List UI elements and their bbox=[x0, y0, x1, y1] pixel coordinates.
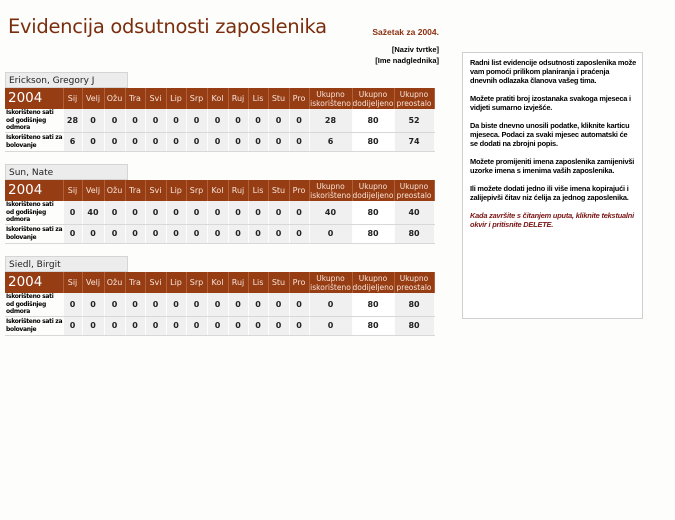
header-line: Ukupno bbox=[316, 181, 345, 191]
total-used-cell[interactable]: 0 bbox=[309, 316, 352, 335]
month-value-cell[interactable]: 0 bbox=[145, 316, 166, 335]
month-header[interactable]: Pro bbox=[289, 272, 309, 293]
header-row bbox=[5, 88, 434, 109]
month-header[interactable]: Kol bbox=[207, 180, 228, 201]
month-value-cell[interactable]: 0 bbox=[228, 201, 248, 224]
total-used-cell[interactable]: 40 bbox=[309, 201, 352, 224]
month-value-cell[interactable]: 0 bbox=[166, 201, 186, 224]
sick-row bbox=[5, 224, 434, 243]
help-paragraph: Da biste dnevno unosili podatke, kliknite karticu mjeseca. Podaci za svaki mjesec automatski će se dodati na zbrojni popis. bbox=[470, 121, 630, 149]
summary-title[interactable]: Sažetak za 2004. bbox=[372, 27, 439, 37]
month-value-cell[interactable]: 0 bbox=[248, 201, 268, 224]
month-value-cell[interactable]: 0 bbox=[104, 132, 125, 151]
month-value-cell[interactable]: 0 bbox=[145, 132, 166, 151]
month-value-cell[interactable]: 0 bbox=[82, 224, 104, 243]
month-header[interactable]: Sij bbox=[63, 180, 82, 201]
month-header[interactable]: Ruj bbox=[228, 180, 248, 201]
month-header[interactable]: Sij bbox=[63, 272, 82, 293]
total-remaining-cell[interactable]: 80 bbox=[394, 293, 434, 316]
month-value-cell[interactable]: 0 bbox=[228, 109, 248, 132]
month-value-cell[interactable]: 0 bbox=[186, 132, 207, 151]
month-value-cell[interactable]: 0 bbox=[289, 224, 309, 243]
month-header[interactable]: Tra bbox=[125, 88, 145, 109]
total-allocated-cell[interactable]: 80 bbox=[352, 316, 394, 335]
sick-row bbox=[5, 132, 434, 151]
month-header[interactable]: Svi bbox=[145, 88, 166, 109]
total-allocated-header bbox=[352, 88, 394, 109]
header-line: dodijeljeno bbox=[352, 190, 394, 200]
month-value-cell[interactable]: 0 bbox=[82, 109, 104, 132]
month-value-cell[interactable]: 0 bbox=[228, 293, 248, 316]
month-header[interactable]: Pro bbox=[289, 88, 309, 109]
month-value-cell[interactable]: 0 bbox=[207, 224, 228, 243]
header-line: iskorišteno bbox=[310, 98, 351, 108]
employee-block bbox=[5, 256, 435, 336]
month-value-cell[interactable]: 0 bbox=[228, 224, 248, 243]
total-allocated-header bbox=[352, 180, 394, 201]
month-header[interactable]: Lis bbox=[248, 272, 268, 293]
month-header[interactable]: Svi bbox=[145, 272, 166, 293]
month-value-cell[interactable]: 0 bbox=[125, 293, 145, 316]
summary-block bbox=[372, 27, 439, 66]
row-label: Iskorišteno sati od godišnjeg odmora bbox=[5, 201, 63, 224]
vacation-row bbox=[5, 201, 434, 224]
month-value-cell[interactable]: 0 bbox=[63, 201, 82, 224]
total-allocated-cell[interactable]: 80 bbox=[352, 109, 394, 132]
month-value-cell[interactable]: 40 bbox=[82, 201, 104, 224]
header-row bbox=[5, 180, 434, 201]
month-header[interactable]: Velj bbox=[82, 272, 104, 293]
supervisor-name-field[interactable]: [Ime nadglednika] bbox=[375, 56, 439, 65]
row-label: Iskorišteno sati od godišnjeg odmora bbox=[5, 293, 63, 316]
employee-name-cell[interactable]: Sun, Nate bbox=[5, 164, 128, 180]
month-value-cell[interactable]: 0 bbox=[166, 109, 186, 132]
vacation-row bbox=[5, 109, 434, 132]
month-header[interactable]: Srp bbox=[186, 180, 207, 201]
row-label: Iskorišteno sati za bolovanje bbox=[5, 316, 63, 335]
year-cell: 2004 bbox=[5, 272, 63, 293]
month-value-cell[interactable]: 28 bbox=[63, 109, 82, 132]
month-header[interactable]: Stu bbox=[268, 272, 289, 293]
month-header[interactable]: Kol bbox=[207, 272, 228, 293]
absence-table bbox=[5, 180, 435, 244]
month-header[interactable]: Tra bbox=[125, 180, 145, 201]
month-value-cell[interactable]: 0 bbox=[248, 109, 268, 132]
total-remaining-cell[interactable]: 40 bbox=[394, 201, 434, 224]
header-line: iskorišteno bbox=[310, 190, 351, 200]
month-value-cell[interactable]: 0 bbox=[186, 316, 207, 335]
month-value-cell[interactable]: 6 bbox=[63, 132, 82, 151]
month-value-cell[interactable]: 0 bbox=[104, 293, 125, 316]
month-value-cell[interactable]: 0 bbox=[268, 224, 289, 243]
month-header[interactable]: Srp bbox=[186, 272, 207, 293]
month-header[interactable]: Ruj bbox=[228, 272, 248, 293]
total-used-cell[interactable]: 0 bbox=[309, 293, 352, 316]
month-value-cell[interactable]: 0 bbox=[125, 201, 145, 224]
month-value-cell[interactable]: 0 bbox=[104, 316, 125, 335]
month-value-cell[interactable]: 0 bbox=[125, 316, 145, 335]
month-value-cell[interactable]: 0 bbox=[82, 316, 104, 335]
month-header[interactable]: Velj bbox=[82, 88, 104, 109]
month-value-cell[interactable]: 0 bbox=[63, 224, 82, 243]
month-value-cell[interactable]: 0 bbox=[166, 224, 186, 243]
month-header[interactable]: Ožu bbox=[104, 88, 125, 109]
month-header[interactable]: Stu bbox=[268, 88, 289, 109]
help-paragraph: Možete promijeniti imena zaposlenika zamijenivši uzorke imena s imenima vaših zaposlenika. bbox=[470, 157, 635, 176]
month-header[interactable]: Ožu bbox=[104, 272, 125, 293]
month-value-cell[interactable]: 0 bbox=[186, 201, 207, 224]
row-label: Iskorišteno sati od godišnjeg odmora bbox=[5, 109, 63, 132]
total-remaining-cell[interactable]: 80 bbox=[394, 316, 434, 335]
month-value-cell[interactable]: 0 bbox=[248, 293, 268, 316]
company-name-field[interactable]: [Naziv tvrtke] bbox=[391, 45, 439, 54]
month-value-cell[interactable]: 0 bbox=[145, 201, 166, 224]
month-value-cell[interactable]: 0 bbox=[248, 316, 268, 335]
month-value-cell[interactable]: 0 bbox=[268, 201, 289, 224]
month-header[interactable]: Velj bbox=[82, 180, 104, 201]
instructions-textbox[interactable] bbox=[462, 52, 643, 319]
month-value-cell[interactable]: 0 bbox=[186, 224, 207, 243]
total-remaining-cell[interactable]: 74 bbox=[394, 132, 434, 151]
month-value-cell[interactable]: 0 bbox=[82, 132, 104, 151]
month-header[interactable]: Pro bbox=[289, 180, 309, 201]
header-line: iskorišteno bbox=[310, 282, 351, 292]
total-remaining-header bbox=[394, 180, 434, 201]
month-header[interactable]: Tra bbox=[125, 272, 145, 293]
header-line: Ukupno bbox=[358, 273, 388, 283]
month-value-cell[interactable]: 0 bbox=[207, 316, 228, 335]
header-line: Ukupno bbox=[399, 89, 429, 99]
sick-row bbox=[5, 316, 434, 335]
employee-block bbox=[5, 164, 435, 244]
month-value-cell[interactable]: 0 bbox=[104, 109, 125, 132]
month-value-cell[interactable]: 0 bbox=[186, 293, 207, 316]
header-line: preostalo bbox=[396, 282, 432, 292]
month-value-cell[interactable]: 0 bbox=[82, 293, 104, 316]
month-value-cell[interactable]: 0 bbox=[166, 316, 186, 335]
month-value-cell[interactable]: 0 bbox=[207, 201, 228, 224]
help-paragraph: Možete pratiti broj izostanaka svakoga mjeseca i vidjeti sumarno izvješće. bbox=[470, 94, 631, 113]
header-line: preostalo bbox=[396, 98, 432, 108]
help-paragraph: Ili možete dodati jedno ili više imena kopirajući i zalijepivši čitav niz ćelija za jednog zaposlenika. bbox=[470, 184, 629, 203]
total-used-header bbox=[309, 272, 352, 293]
month-value-cell[interactable]: 0 bbox=[104, 224, 125, 243]
month-value-cell[interactable]: 0 bbox=[207, 293, 228, 316]
page-title: Evidencija odsutnosti zaposlenika bbox=[8, 15, 327, 38]
month-value-cell[interactable]: 0 bbox=[248, 224, 268, 243]
month-value-cell[interactable]: 0 bbox=[207, 132, 228, 151]
month-header[interactable]: Lip bbox=[166, 180, 186, 201]
total-allocated-header bbox=[352, 272, 394, 293]
month-value-cell[interactable]: 0 bbox=[125, 224, 145, 243]
row-label: Iskorišteno sati za bolovanje bbox=[5, 224, 63, 243]
month-value-cell[interactable]: 0 bbox=[145, 109, 166, 132]
total-remaining-header bbox=[394, 88, 434, 109]
month-value-cell[interactable]: 0 bbox=[228, 132, 248, 151]
month-value-cell[interactable]: 0 bbox=[186, 109, 207, 132]
header-row bbox=[5, 272, 434, 293]
month-value-cell[interactable]: 0 bbox=[268, 316, 289, 335]
month-value-cell[interactable]: 0 bbox=[268, 109, 289, 132]
header-line: dodijeljeno bbox=[352, 282, 394, 292]
total-used-cell[interactable]: 6 bbox=[309, 132, 352, 151]
month-value-cell[interactable]: 0 bbox=[289, 109, 309, 132]
month-value-cell[interactable]: 0 bbox=[104, 201, 125, 224]
month-value-cell[interactable]: 0 bbox=[145, 224, 166, 243]
month-value-cell[interactable]: 0 bbox=[63, 293, 82, 316]
total-used-header bbox=[309, 180, 352, 201]
row-label: Iskorišteno sati za bolovanje bbox=[5, 132, 63, 151]
month-header[interactable]: Ruj bbox=[228, 88, 248, 109]
header-line: Ukupno bbox=[358, 89, 388, 99]
total-allocated-cell[interactable]: 80 bbox=[352, 224, 394, 243]
total-remaining-cell[interactable]: 80 bbox=[394, 224, 434, 243]
total-used-cell[interactable]: 0 bbox=[309, 224, 352, 243]
month-header[interactable]: Ožu bbox=[104, 180, 125, 201]
month-value-cell[interactable]: 0 bbox=[228, 316, 248, 335]
month-value-cell[interactable]: 0 bbox=[125, 132, 145, 151]
month-value-cell[interactable]: 0 bbox=[289, 293, 309, 316]
employee-name-cell[interactable]: Erickson, Gregory J bbox=[5, 72, 128, 88]
header-line: Ukupno bbox=[358, 181, 388, 191]
month-header[interactable]: Lip bbox=[166, 88, 186, 109]
month-value-cell[interactable]: 0 bbox=[166, 132, 186, 151]
absence-table bbox=[5, 272, 435, 336]
year-cell: 2004 bbox=[5, 88, 63, 109]
month-value-cell[interactable]: 0 bbox=[207, 109, 228, 132]
month-header[interactable]: Svi bbox=[145, 180, 166, 201]
vacation-row bbox=[5, 293, 434, 316]
total-used-cell[interactable]: 28 bbox=[309, 109, 352, 132]
total-allocated-cell[interactable]: 80 bbox=[352, 293, 394, 316]
employee-name-cell[interactable]: Siedl, Birgit bbox=[5, 256, 128, 272]
header-line: Ukupno bbox=[316, 89, 345, 99]
month-value-cell[interactable]: 0 bbox=[145, 293, 166, 316]
month-value-cell[interactable]: 0 bbox=[289, 316, 309, 335]
total-allocated-cell[interactable]: 80 bbox=[352, 201, 394, 224]
header-line: Ukupno bbox=[399, 273, 429, 283]
month-header[interactable]: Lis bbox=[248, 180, 268, 201]
month-value-cell[interactable]: 0 bbox=[268, 293, 289, 316]
month-value-cell[interactable]: 0 bbox=[248, 132, 268, 151]
absence-table bbox=[5, 88, 435, 152]
month-value-cell[interactable]: 0 bbox=[63, 316, 82, 335]
header-line: dodijeljeno bbox=[352, 98, 394, 108]
month-header[interactable]: Stu bbox=[268, 180, 289, 201]
month-value-cell[interactable]: 0 bbox=[268, 132, 289, 151]
total-used-header bbox=[309, 88, 352, 109]
month-value-cell[interactable]: 0 bbox=[289, 132, 309, 151]
total-remaining-header bbox=[394, 272, 434, 293]
month-value-cell[interactable]: 0 bbox=[289, 201, 309, 224]
month-header[interactable]: Lis bbox=[248, 88, 268, 109]
header-line: Ukupno bbox=[316, 273, 345, 283]
month-header[interactable]: Srp bbox=[186, 88, 207, 109]
header-line: preostalo bbox=[396, 190, 432, 200]
help-paragraph: Radni list evidencije odsutnosti zaposlenika može vam pomoći prilikom planiranja i praćenja dnevnih odlazaka članova vašeg tima. bbox=[470, 58, 636, 86]
employee-block bbox=[5, 72, 435, 152]
month-value-cell[interactable]: 0 bbox=[125, 109, 145, 132]
header-line: Ukupno bbox=[399, 181, 429, 191]
total-allocated-cell[interactable]: 80 bbox=[352, 132, 394, 151]
total-remaining-cell[interactable]: 52 bbox=[394, 109, 434, 132]
month-header[interactable]: Sij bbox=[63, 88, 82, 109]
help-note: Kada završite s čitanjem uputa, kliknite tekstualni okvir i pritisnite DELETE. bbox=[470, 210, 634, 230]
month-header[interactable]: Lip bbox=[166, 272, 186, 293]
month-value-cell[interactable]: 0 bbox=[166, 293, 186, 316]
year-cell: 2004 bbox=[5, 180, 63, 201]
month-header[interactable]: Kol bbox=[207, 88, 228, 109]
